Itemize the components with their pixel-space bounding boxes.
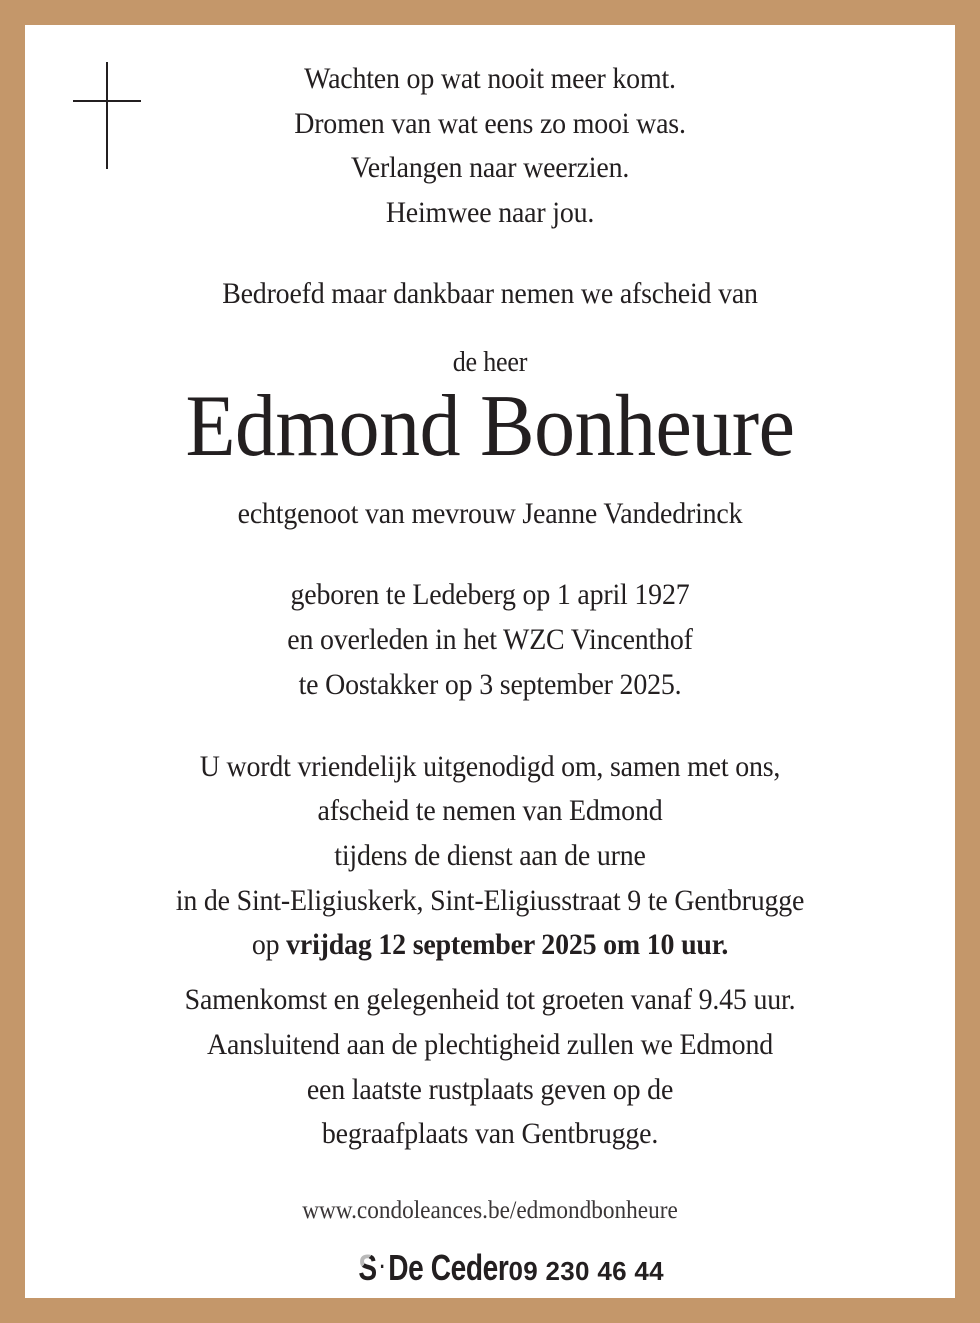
poem-line-1: Wachten op wat nooit meer komt. — [304, 62, 676, 95]
obituary-card — [25, 25, 955, 1298]
logo-dot: · — [379, 1254, 386, 1279]
cross-horizontal-bar — [73, 100, 141, 102]
funeral-home-footer — [25, 1247, 955, 1287]
gathering-line-3: een laatste rustplaats geven op de — [306, 1073, 674, 1106]
gathering-line-1: Samenkomst en gelegenheid tot groeten vanaf 9.45 uur. — [184, 983, 796, 1016]
gathering-line-2: Aansluitend aan de plechtigheid zullen we Edmond — [207, 1028, 773, 1061]
funeral-home-logo — [358, 1247, 508, 1289]
birth-line: geboren te Ledeberg op 1 april 1927 — [290, 578, 690, 611]
honorific: de heer — [452, 347, 528, 378]
intro-text: Bedroefd maar dankbaar nemen we afscheid van — [222, 277, 758, 310]
invitation-line-3: tijdens de dienst aan de urne — [334, 839, 646, 872]
poem-line-3: Verlangen naar weerzien. — [350, 151, 630, 184]
invitation-line-2: afscheid te nemen van Edmond — [317, 794, 663, 827]
poem-line-2: Dromen van wat eens zo mooi was. — [294, 107, 686, 140]
funeral-home-name: De Ceder — [388, 1247, 509, 1288]
death-line-1: en overleden in het WZC Vincenthof — [287, 623, 693, 656]
spouse-text: echtgenoot van mevrouw Jeanne Vandedrinck — [237, 497, 743, 530]
service-date-prefix: op — [251, 928, 287, 961]
funeral-home-phone: 09 230 46 44 — [508, 1256, 664, 1286]
poem-line-4: Heimwee naar jou. — [385, 196, 595, 229]
death-line-2: te Oostakker op 3 september 2025. — [298, 668, 682, 701]
church-address: in de Sint-Eligiuskerk, Sint-Eligiusstraat 9 te Gentbrugge — [175, 884, 805, 917]
invitation-line-1: U wordt vriendelijk uitgenodigd om, samen met ons, — [199, 750, 781, 783]
service-date — [58, 927, 923, 963]
logo-s-icon: S — [358, 1247, 377, 1288]
service-date-bold: vrijdag 12 september 2025 om 10 uur. — [286, 928, 729, 961]
condolence-website-link[interactable]: www.condoleances.be/edmondbonheure — [302, 1197, 678, 1224]
deceased-name: Edmond Bonheure — [185, 378, 795, 475]
gathering-line-4: begraafplaats van Gentbrugge. — [321, 1117, 659, 1150]
